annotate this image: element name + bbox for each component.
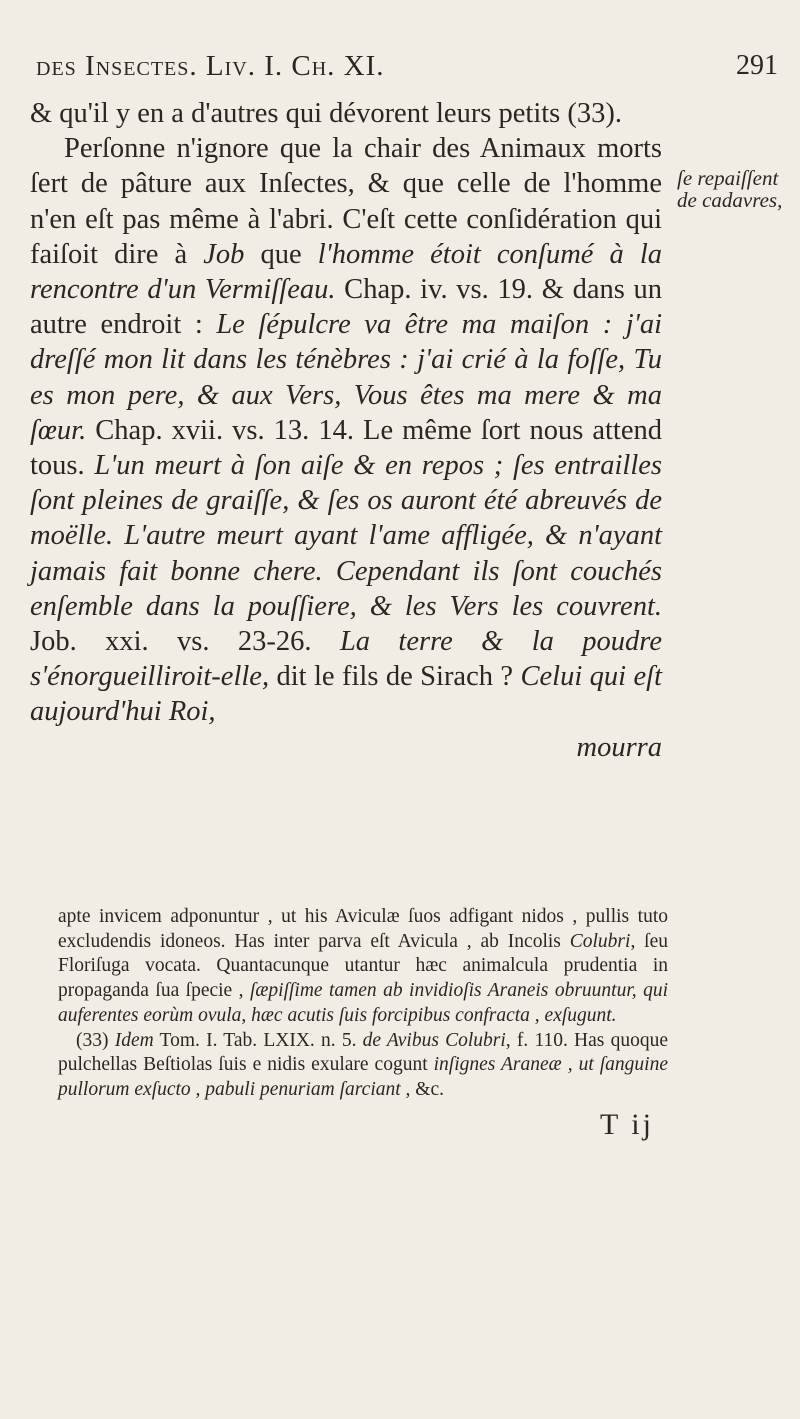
page-number: 291	[736, 50, 778, 81]
footnote-continuation	[58, 905, 668, 1029]
text-run: Idem	[114, 1029, 154, 1051]
quotation: l'homme étoit conſumé à la rencontre d'un Vermiſſeau.	[30, 238, 662, 306]
quotation: Celui qui eſt aujourd'hui Roi,	[30, 661, 663, 728]
text-run: ſæpiſſime tamen ab invidioſis Araneis obruuntur, qui auferentes eorùm ovula, hæc acutis ſuis forcipibus confracta , exſugunt.	[58, 980, 668, 1026]
paragraph-2	[30, 131, 662, 729]
text-run: dit le fils de Sirach ?	[269, 661, 521, 693]
footnote-ref: (33)	[76, 1029, 115, 1051]
text-run: Chap. xvii. vs. 13. 14. Le même ſort nous attend tous.	[30, 414, 662, 482]
footnote-33	[58, 1029, 668, 1103]
quotation: La terre & la poudre s'énorgueilliroit-elle,	[30, 626, 662, 693]
catchword: mourra	[576, 731, 662, 763]
text-run: de Avibus Colubri	[362, 1029, 506, 1051]
text-run: Colubri	[569, 930, 631, 952]
text-run: Chap. iv. vs. 19. & dans un autre endroit :	[30, 274, 662, 341]
marginal-note: ſe repaiſſent de cadavres,	[677, 166, 783, 212]
text-run: apte invicem adponuntur , ut his Aviculæ ſuos adfigant nidos , pullis tuto excludendis idoneos. Has inter parva eſt Avicula , ab Incolis	[58, 906, 668, 952]
text-run: Perſonne n'ignore que la chair des Animaux morts ſert de pâture aux Inſectes, & que celle de l'homme n'en eſt pas même à l'abri. C'eſt cette conſidération qui faiſoit dire à	[30, 133, 662, 270]
text-run: &c.	[410, 1078, 444, 1100]
footnotes	[58, 905, 668, 1103]
text-run: Job. xxi. vs. 23-26.	[30, 626, 340, 658]
text-run: , ſeu Floriſuga vocata. Quantacunque utantur hæc animalcula prudentia in propaganda ſua ſpecie ,	[58, 930, 669, 1002]
text-run: que	[244, 238, 318, 270]
text-run: Tom. I. Tab. LXIX. n. 5.	[153, 1029, 363, 1051]
text-run: inſignes Araneæ , ut ſanguine pullorum exſucto , pabuli penuriam ſarciant ,	[58, 1054, 668, 1100]
main-text	[30, 96, 662, 765]
text-run: , f. 110. Has quoque pulchellas Beſtiolas ſuis e nidis exulare cogunt	[58, 1029, 668, 1076]
quotation: Le ſépulcre va être ma maiſon : j'ai dreſſé mon lit dans les ténèbres : j'ai crié à la foſſe, Tu es mon pere, & aux Vers, Vous êtes ma mere & ma ſœur.	[30, 309, 662, 446]
paragraph-1: & qu'il y en a d'autres qui dévorent leurs petits (33).	[30, 98, 623, 129]
running-header	[0, 50, 800, 100]
signature-mark: T ij	[600, 1108, 654, 1141]
running-title: des Insectes. Liv. I. Ch. XI.	[36, 50, 385, 82]
quotation: L'un meurt à ſon aiſe & en repos ; ſes entrailles ſont pleines de graiſſe, & ſes os auront été abreuvés de moëlle. L'autre meurt ayant l'ame affligée, & n'ayant jamais fait bonne chere. Cependant ils ſont couchés enſemble dans la pouſſiere, & les Vers les couvrent.	[30, 450, 662, 622]
name-job: Job	[203, 238, 245, 270]
